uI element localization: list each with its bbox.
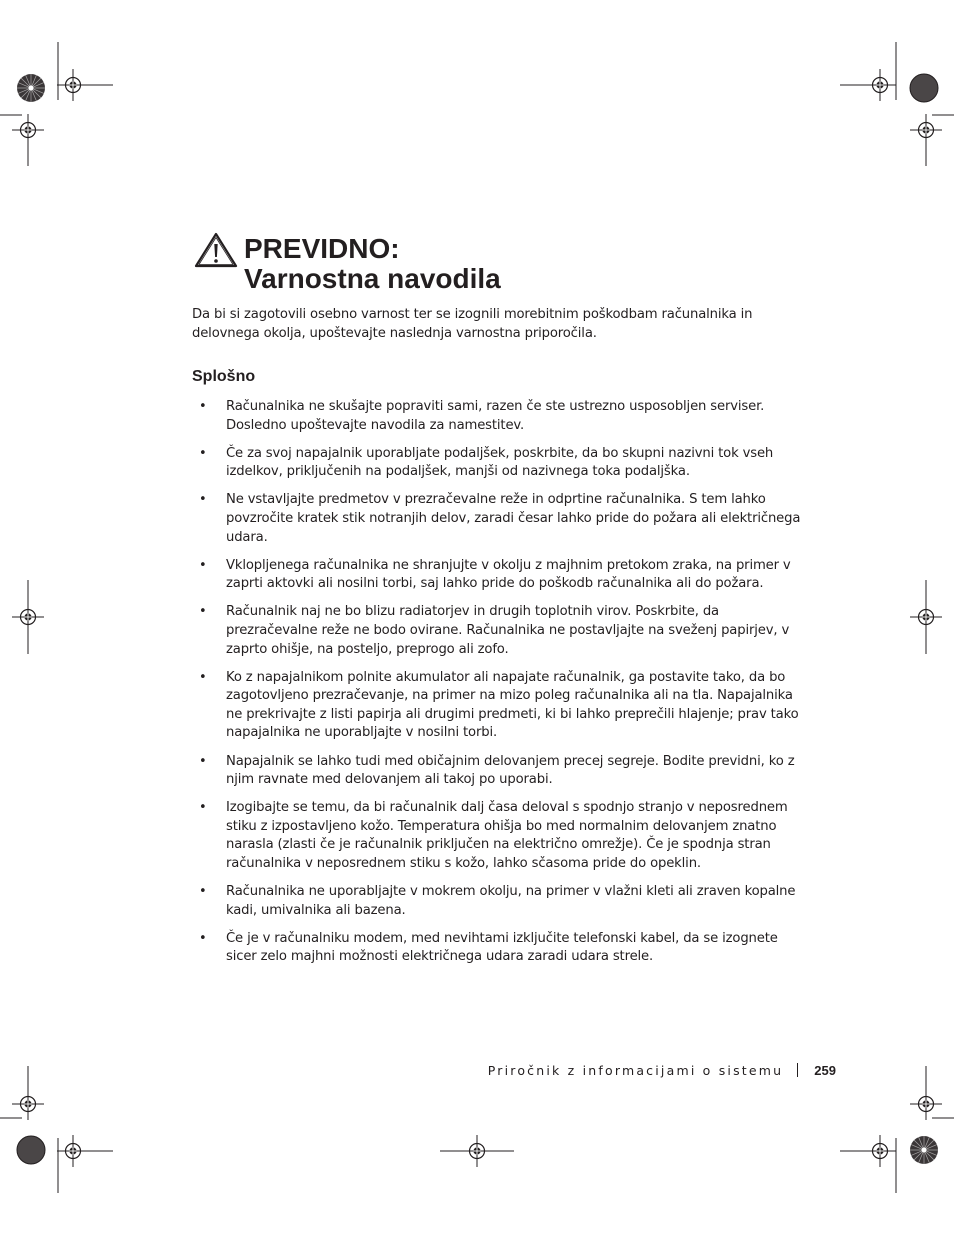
page-number: 259 xyxy=(814,1062,836,1078)
list-item xyxy=(199,398,809,435)
list-item xyxy=(199,883,809,920)
list-item-text: Napajalnik se lahko tudi med običajnim delovanjem precej segreje. Bodite previdni, ko z njim ravnate med delovanjem ali takoj po uporabi. xyxy=(226,753,795,788)
intro-paragraph: Da bi si zagotovili osebno varnost ter se izognili morebitnim poškodbam računalnika in delovnega okolja, upoštevajte naslednja varnostna priporočila. xyxy=(192,307,753,341)
bullet-marker: • xyxy=(199,753,207,769)
color-target-icon xyxy=(910,74,938,102)
bullet-marker: • xyxy=(199,800,207,816)
list-item-text: Če je v računalniku modem, med nevihtami izklјučite telefonski kabel, da se izognete sicer zelo majhni možnosti električnega udara zaradi udara strele. xyxy=(226,930,778,965)
bullet-marker: • xyxy=(199,399,207,414)
registration-mark-icon xyxy=(57,1135,89,1167)
list-item-text: Računalnika ne uporabljajte v mokrem okolju, na primer v vlažni kleti ali zraven kopalne kadi, umivalnika ali bazena. xyxy=(226,884,796,918)
bullet-marker: • xyxy=(199,884,207,900)
footer-divider xyxy=(797,1063,798,1077)
list-item xyxy=(199,930,809,967)
list-item-text: Računalnika ne skušajte popraviti sami, razen če ste ustrezno usposobljen serviser. Dosledno upoštevajte navodila za namestitev. xyxy=(226,399,765,433)
bullet-marker: • xyxy=(199,557,207,573)
warning-triangle-icon xyxy=(194,232,238,268)
color-target-icon xyxy=(910,1136,938,1164)
registration-mark-icon xyxy=(461,1135,493,1167)
list-item-text: Vklopljenega računalnika ne shranjujte v okolju z majhnim pretokom zraka, na primer v zaprti aktovki ali nosilni torbi, saj lahko pride do poškodb računalnika ali do požara. xyxy=(226,557,791,592)
safety-list xyxy=(199,398,809,976)
list-item-text: Računalnik naj ne bo blizu radiatorjev in drugih toplotnih virov. Poskrbite, da prezračevalne reže ne bodo ovirane. Računalnika ne postavljajte na sveženj papirjev, v zaprto ohišje, na posteljo, preprogo ali zofo. xyxy=(226,604,790,657)
color-target-icon xyxy=(17,74,45,102)
footer-title: Priročnik z informacijami o sistemu xyxy=(487,1062,784,1078)
bullet-marker: • xyxy=(199,669,207,685)
page-footer xyxy=(488,1060,836,1080)
section-title: Splošno xyxy=(192,368,256,385)
list-item xyxy=(199,753,809,790)
bullet-marker: • xyxy=(199,492,207,508)
list-item xyxy=(199,799,809,873)
list-item xyxy=(199,445,809,482)
list-item-text: Ko z napajalnikom polnite akumulator ali napajate računalnik, ga postavite tako, da bo zagotovljeno prezračevanje, na primer na mizo poleg računalnika ali na tla. Napajalnika ne prekrivajte z listi papirja ali drugimi predmeti, ki bi lahko preprečili hlajenje; prav tako napajalnika ne uporabljajte v nosilni torbi. xyxy=(226,669,799,741)
color-target-icon xyxy=(17,1136,45,1164)
list-item xyxy=(199,491,809,547)
list-item-text: Če za svoj napajalnik uporabljate podaljšek, poskrbite, da bo skupni nazivni tok vseh izdelkov, priključenih na podaljšek, manjši od nazivnega toka podaljška. xyxy=(226,445,774,480)
heading-line-1: PREVIDNO: xyxy=(244,233,400,264)
list-item-text: Ne vstavljajte predmetov v prezračevalne reže in odprtine računalnika. S tem lahko povzročite kratek stik notranjih delov, zaradi česar lahko pride do požara ali električnega udara. xyxy=(226,492,801,545)
registration-mark-icon xyxy=(864,1135,896,1167)
list-item xyxy=(199,669,809,743)
bullet-marker: • xyxy=(199,930,207,946)
list-item xyxy=(199,603,809,659)
bullet-marker: • xyxy=(199,445,207,461)
bullet-marker: • xyxy=(199,604,207,620)
registration-mark-icon xyxy=(910,1088,942,1120)
list-item xyxy=(199,557,809,594)
registration-mark-icon xyxy=(864,69,896,101)
registration-mark-icon xyxy=(12,1088,44,1120)
registration-mark-icon xyxy=(12,114,44,146)
heading-line-2: Varnostna navodila xyxy=(244,263,501,294)
registration-mark-icon xyxy=(57,69,89,101)
registration-mark-icon xyxy=(910,114,942,146)
list-item-text: Izogibajte se temu, da bi računalnik dalj časa deloval s spodnjo stranjo v neposrednem stiku z izpostavljeno kožo. Temperatura ohišja bo med normalnim delovanjem znatno narasla (zlasti če je računalnik priključen na električno omrežje). Če je spodnja stran računalnika v neposrednem stiku s kožo, lahko sčasoma pride do opeklin. xyxy=(226,800,788,871)
registration-mark-icon xyxy=(910,601,942,633)
registration-mark-icon xyxy=(12,601,44,633)
